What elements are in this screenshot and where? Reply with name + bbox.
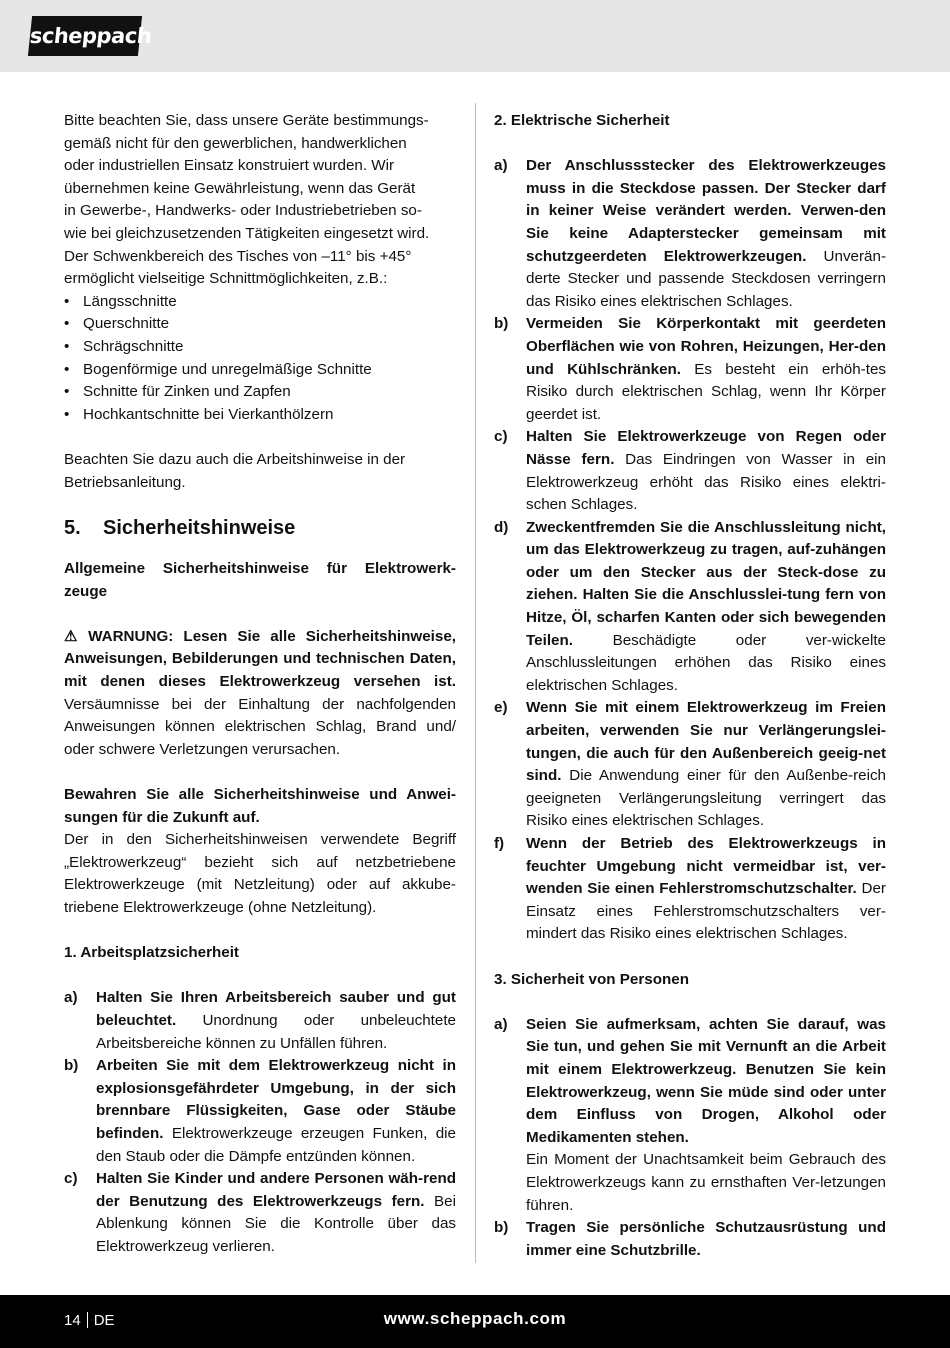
- list-item: • Querschnitte: [64, 315, 170, 333]
- page-header: [0, 0, 950, 72]
- language-code: DE: [93, 1312, 115, 1329]
- electrical-heading: 2. Elektrische Sicherheit: [494, 112, 670, 129]
- list-item: a) Seien Sie aufmerksam, achten Sie darauf, was Sie tun, und gehen Sie mit Vernunft an die Arbeit mit einem Elektrowerkzeug. Benutzen Sie kein Elektrowerkzeug, wenn Sie müde sind oder unter dem Einfluss von Drogen, Alkohol oder Medikamenten stehen. Ein Moment der Unachtsamkeit beim Gebrauch des Elektrowerkzeugs kann zu ernsthaften Ver-letzungen führen.: [494, 1015, 886, 1214]
- list-item: • Schrägschnitte: [64, 337, 184, 355]
- list-item: • Hochkantschnitte bei Vierkanthölzern: [64, 405, 334, 423]
- warning-icon: ⚠: [64, 627, 78, 645]
- list-item: d) Zweckentfremden Sie die Anschlussleitung nicht, um das Elektrowerkzeug zu tragen, auf-zuhängen oder um den Stecker aus der Steck-dose zu ziehen. Halten Sie die Anschlusslei-tung fern von Hitze, Öl, scharfen Kanten oder sich bewegenden Teilen. Beschädigte oder ver-wickelte Anschlussleitungen erhöhen das Risiko eines elektrischen Schlages.: [494, 518, 886, 694]
- website-url: www.scheppach.com: [383, 1309, 567, 1328]
- list-item: f) Wenn der Betrieb des Elektrowerkzeugs in feuchter Umgebung nicht vermeidbar ist, ver-wenden Sie einen Fehlerstromschutzschalter. Der Einsatz eines Fehlerstromschutzschalters ver-mindert das Risiko eines elektrischen Schlages.: [494, 835, 886, 943]
- list-item: b) Vermeiden Sie Körperkontakt mit geerdeten Oberflächen wie von Rohren, Heizungen, Her-den und Kühlschränken. Es besteht ein erhöh-tes Risiko durch elektrischen Schlag, wenn Ihr Körper geerdet ist.: [494, 315, 886, 423]
- page-number: 14 DE: [64, 1312, 115, 1329]
- keep-instructions-text: Der in den Sicherheitshinweisen verwendete Begriff „Elektrowerkzeug“ bezieht sich auf netzbetriebene Elektrowerkzeuge (mit Netzleitung) oder auf akkube-triebene Elektrowerkzeuge (ohne Netzleitung).: [64, 831, 456, 916]
- persons-heading: 3. Sicherheit von Personen: [494, 970, 689, 988]
- list-item: c) Halten Sie Kinder und andere Personen wäh-rend der Benutzung des Elektrowerkzeugs fern. Bei Ablenkung können Sie die Kontrolle über das Elektrowerkzeug verlieren.: [64, 1170, 456, 1255]
- right-column: [494, 110, 886, 1262]
- workplace-heading: 1. Arbeitsplatzsicherheit: [64, 944, 239, 962]
- section-heading: 5. Sicherheitshinweise: [64, 517, 296, 540]
- list-item: • Bogenförmige und unregelmäßige Schnitte: [64, 360, 372, 378]
- list-item: b) Arbeiten Sie mit dem Elektrowerkzeug nicht in explosionsgefährdeter Umgebung, in der sich brennbare Flüssigkeiten, Gase oder Stäube befinden. Elektrowerkzeuge erzeugen Funken, die den Staub oder die Dämpfe entzünden können.: [64, 1057, 456, 1165]
- list-item: • Längsschnitte: [64, 292, 177, 310]
- list-item: e) Wenn Sie mit einem Elektrowerkzeug im Freien arbeiten, verwenden Sie nur Verlängerungslei-tungen, die auch für den Außenbereich geeig-net sind. Die Anwendung einer für den Außenbe-reich geeigneten Verlängerungsleitung verringert das Risiko eines elektrischen Schlages.: [494, 699, 886, 830]
- scheppach-logo: scheppach: [28, 16, 142, 56]
- list-item: c) Halten Sie Elektrowerkzeuge von Regen oder Nässe fern. Das Eindringen von Wasser in ein Elektrowerkzeug erhöht das Risiko eines elektri-schen Schlages.: [494, 428, 886, 514]
- general-safety-heading: Allgemeine Sicherheitshinweise für Elektrowerk-zeuge: [64, 560, 456, 600]
- intro-paragraph: Bitte beachten Sie, dass unsere Geräte bestimmungs- gemäß nicht für den gewerblichen, handwerklichen oder industriellen Einsatz konstruiert wurden. Wir übernehmen keine Gewährleistung, wenn das Gerät in Gewerbe-, Handwerks- oder Industriebetrieben so- wie bei gleichzusetzenden Tätigkeiten eingesetzt wird. Der Schwenkbereich des Tisches von –11° bis +45° ermöglicht vielseitige Schnittmöglichkeiten, z.B.:: [64, 112, 430, 288]
- list-item: a) Der Anschlussstecker des Elektrowerkzeuges muss in die Steckdose passen. Der Stecker darf in keiner Weise verändert werden. Verwen-den Sie keine Adapterstecker gemeinsam mit schutzgeerdeten Elektrowerkzeugen. Unverän-derte Stecker und passende Steckdosen verringern das Risiko eines elektrischen Schlages.: [494, 157, 887, 310]
- warning-paragraph: ⚠ WARNUNG: Lesen Sie alle Sicherheitshinweise, Anweisungen, Bebilderungen und technischen Daten, mit denen dieses Elektrowerkzeug versehen ist. Versäumnisse bei der Einhaltung der nachfolgenden Anweisungen können elektrischen Schlag, Brand und/ oder schwere Verletzungen verursachen.: [64, 627, 456, 758]
- column-divider: [475, 103, 476, 1263]
- keep-instructions-heading: Bewahren Sie alle Sicherheitshinweise und Anwei-sungen für die Zukunft auf.: [64, 786, 456, 826]
- left-column: [64, 110, 456, 1259]
- operating-note: Beachten Sie dazu auch die Arbeitshinweise in der Betriebsanleitung.: [64, 450, 406, 491]
- cut-types-list: [64, 291, 456, 427]
- list-item: • Schnitte für Zinken und Zapfen: [64, 383, 291, 401]
- list-item: b) Tragen Sie persönliche Schutzausrüstung und immer eine Schutzbrille.: [494, 1219, 886, 1259]
- list-item: a) Halten Sie Ihren Arbeitsbereich sauber und gut beleuchtet. Unordnung oder unbeleuchtete Arbeitsbereiche können zu Unfällen führen.: [64, 989, 456, 1052]
- page-footer: [0, 1295, 950, 1348]
